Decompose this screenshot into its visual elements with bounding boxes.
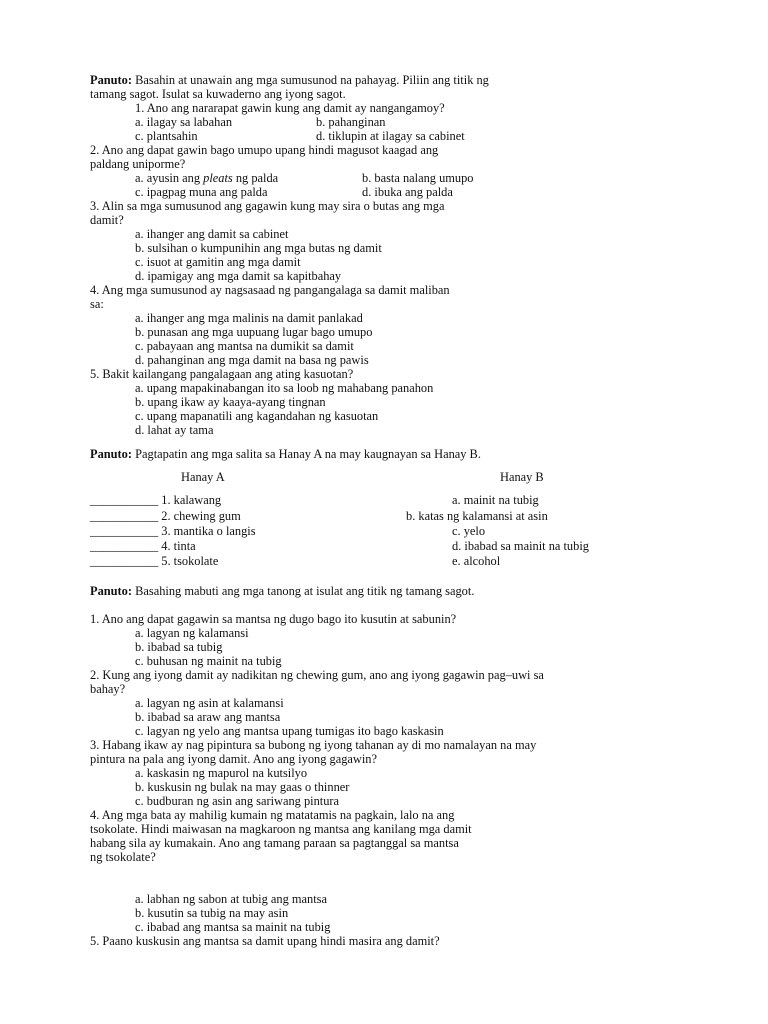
s3-question-4-line3: habang sila ay kumakain. Ano ang tamang paraan sa pagtanggal sa mantsa (90, 836, 459, 850)
question-4-line1: 4. Ang mga sumusunod ay nagsasaad ng pangangalaga sa damit maliban (90, 283, 450, 297)
hanay-a-header: Hanay A (181, 470, 225, 484)
instruction-text: Pagtapatin ang mga salita sa Hanay A na may kaugnayan sa Hanay B. (135, 447, 481, 461)
s3-option-3b: b. kuskusin ng bulak na may gaas o thinner (135, 780, 350, 794)
option-4b: b. punasan ang mga uupuang lugar bago umupo (135, 325, 373, 339)
option-2d: d. ibuka ang palda (362, 185, 453, 199)
section3-instruction (90, 584, 474, 598)
question-2-line2: paldang uniporme? (90, 157, 186, 171)
s3-question-4-line1: 4. Ang mga bata ay mahilig kumain ng matatamis na pagkain, lalo na ang (90, 808, 455, 822)
option-2c: c. ipagpag muna ang palda (135, 185, 268, 199)
instruction-text: Basahing mabuti ang mga tanong at isulat ang titik ng tamang sagot. (135, 584, 475, 598)
question-3-line1: 3. Alin sa mga sumusunod ang gagawin kung may sira o butas ang mga (90, 199, 445, 213)
option-5c: c. upang mapanatili ang kagandahan ng kasuotan (135, 409, 379, 423)
match-a-1: ___________ 1. kalawang (90, 493, 222, 507)
option-1c: c. plantsahin (135, 129, 198, 143)
s3-question-5: 5. Paano kuskusin ang mantsa sa damit upang hindi masira ang damit? (90, 934, 440, 948)
section1-instruction-line1 (90, 73, 489, 87)
instruction-text: Basahin at unawain ang mga sumusunod na pahayag. Piliin ang titik ng (135, 73, 489, 87)
option-4a: a. ihanger ang mga malinis na damit panlakad (135, 311, 363, 325)
option-5a: a. upang mapakinabangan ito sa loob ng mahabang panahon (135, 381, 434, 395)
question-1: 1. Ano ang nararapat gawin kung ang damit ay nangangamoy? (135, 101, 445, 115)
option-2b: b. basta nalang umupo (362, 171, 474, 185)
option-2a-italic: pleats (203, 171, 233, 185)
option-1d: d. tiklupin at ilagay sa cabinet (316, 129, 465, 143)
match-a-5: ___________ 5. tsokolate (90, 554, 219, 568)
s3-option-1b: b. ibabad sa tubig (135, 640, 223, 654)
s3-option-1c: c. buhusan ng mainit na tubig (135, 654, 282, 668)
section2-instruction (90, 447, 481, 461)
option-1b: b. pahanginan (316, 115, 386, 129)
match-b-1: a. mainit na tubig (452, 493, 539, 507)
s3-question-1: 1. Ano ang dapat gagawin sa mantsa ng dugo bago ito kusutin at sabunin? (90, 612, 457, 626)
s3-question-4-line4: ng tsokolate? (90, 850, 156, 864)
option-5d: d. lahat ay tama (135, 423, 214, 437)
question-2-line1: 2. Ano ang dapat gawin bago umupo upang hindi magusot kaagad ang (90, 143, 439, 157)
match-a-4: ___________ 4. tinta (90, 539, 196, 553)
s3-option-4a: a. labhan ng sabon at tubig ang mantsa (135, 892, 328, 906)
match-b-3: c. yelo (452, 524, 486, 538)
panuto-label: Panuto: (90, 447, 132, 461)
match-b-5: e. alcohol (452, 554, 501, 568)
section1-instruction-line2: tamang sagot. Isulat sa kuwaderno ang iyong sagot. (90, 87, 346, 101)
option-2a-before: a. ayusin ang (135, 171, 204, 185)
question-5: 5. Bakit kailangang pangalagaan ang ating kasuotan? (90, 367, 354, 381)
panuto-label: Panuto: (90, 584, 132, 598)
option-4c: c. pabayaan ang mantsa na dumikit sa damit (135, 339, 354, 353)
option-5b: b. upang ikaw ay kaaya-ayang tingnan (135, 395, 326, 409)
s3-option-3c: c. budburan ng asin ang sariwang pintura (135, 794, 340, 808)
question-3-line2: damit? (90, 213, 124, 227)
option-3c: c. isuot at gamitin ang mga damit (135, 255, 301, 269)
match-a-3: ___________ 3. mantika o langis (90, 524, 256, 538)
s3-option-2a: a. lagyan ng asin at kalamansi (135, 696, 284, 710)
s3-question-2-line1: 2. Kung ang iyong damit ay nadikitan ng chewing gum, ano ang iyong gagawin pag–uwi sa (90, 668, 544, 682)
s3-option-3a: a. kaskasin ng mapurol na kutsilyo (135, 766, 308, 780)
match-b-4: d. ibabad sa mainit na tubig (452, 539, 589, 553)
option-2a-after: ng palda (232, 171, 279, 185)
option-2a (135, 171, 278, 185)
s3-option-1a: a. lagyan ng kalamansi (135, 626, 249, 640)
s3-question-3-line1: 3. Habang ikaw ay nag pipintura sa bubong ng iyong tahanan ay di mo namalayan na may (90, 738, 537, 752)
match-a-2: ___________ 2. chewing gum (90, 509, 241, 523)
option-3b: b. sulsihan o kumpunihin ang mga butas ng damit (135, 241, 382, 255)
s3-question-3-line2: pintura na pala ang iyong damit. Ano ang iyong gagawin? (90, 752, 377, 766)
question-4-line2: sa: (90, 297, 104, 311)
option-3a: a. ihanger ang damit sa cabinet (135, 227, 289, 241)
s3-question-2-line2: bahay? (90, 682, 126, 696)
s3-option-2c: c. lagyan ng yelo ang mantsa upang tumigas ito bago kaskasin (135, 724, 444, 738)
panuto-label: Panuto: (90, 73, 132, 87)
option-3d: d. ipamigay ang mga damit sa kapitbahay (135, 269, 342, 283)
option-4d: d. pahanginan ang mga damit na basa ng pawis (135, 353, 369, 367)
hanay-b-header: Hanay B (500, 470, 544, 484)
s3-option-4c: c. ibabad ang mantsa sa mainit na tubig (135, 920, 331, 934)
s3-question-4-line2: tsokolate. Hindi maiwasan na magkaroon ng mantsa ang kanilang mga damit (90, 822, 472, 836)
option-1a: a. ilagay sa labahan (135, 115, 233, 129)
s3-option-4b: b. kusutin sa tubig na may asin (135, 906, 289, 920)
match-b-2: b. katas ng kalamansi at asin (406, 509, 548, 523)
s3-option-2b: b. ibabad sa araw ang mantsa (135, 710, 281, 724)
